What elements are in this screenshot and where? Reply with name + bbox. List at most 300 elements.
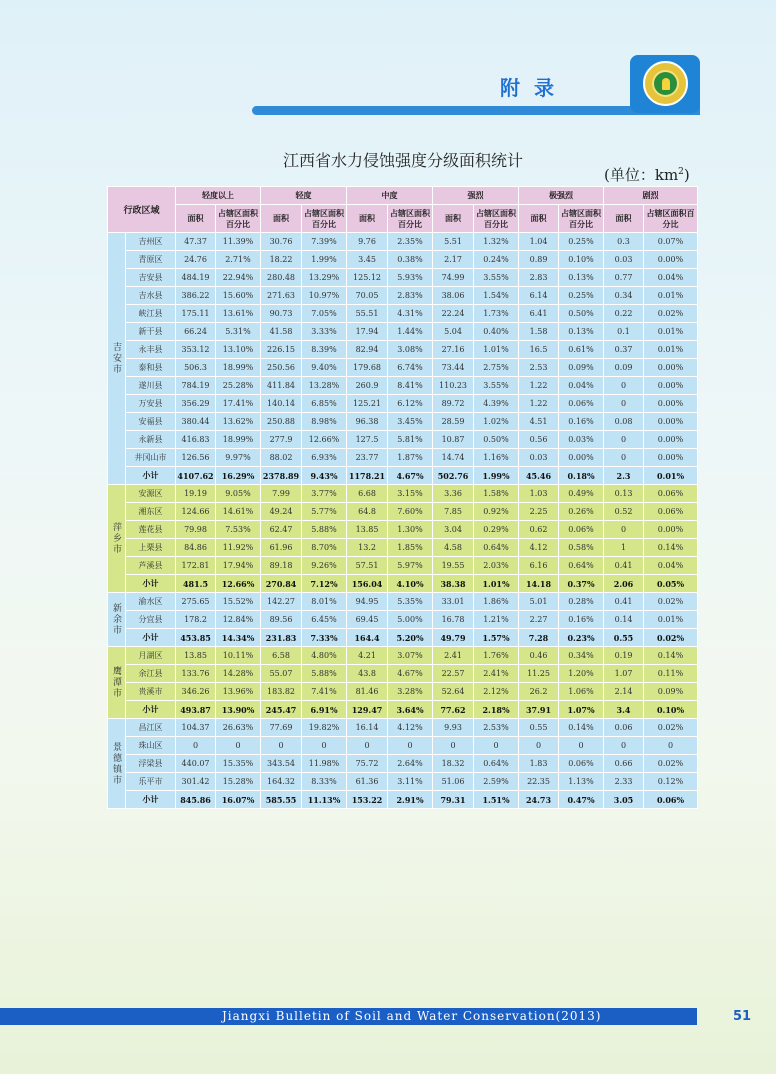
percent-cell: 14.61% xyxy=(216,503,261,521)
area-cell: 22.35 xyxy=(519,773,559,791)
percent-cell: 0.00% xyxy=(559,449,604,467)
percent-cell: 13.61% xyxy=(216,305,261,323)
percent-cell: 22.94% xyxy=(216,269,261,287)
unit-label: (单位：$km^2$) xyxy=(604,166,690,184)
percent-cell: 1.44% xyxy=(388,323,433,341)
percent-cell: 2.53% xyxy=(474,719,519,737)
percent-cell: 0.02% xyxy=(644,719,698,737)
percent-cell: 15.52% xyxy=(216,593,261,611)
area-cell: 0 xyxy=(261,737,302,755)
percent-cell: 2.71% xyxy=(216,251,261,269)
percent-cell: 0.06% xyxy=(559,395,604,413)
percent-cell: 17.41% xyxy=(216,395,261,413)
percent-cell: 2.75% xyxy=(474,359,519,377)
percent-cell: 0.50% xyxy=(474,431,519,449)
percent-cell: 0.04% xyxy=(644,557,698,575)
percent-cell: 13.62% xyxy=(216,413,261,431)
table-row xyxy=(108,323,698,341)
percent-cell: 0.00% xyxy=(644,431,698,449)
table-row xyxy=(108,395,698,413)
subtotal-label: 小计 xyxy=(126,701,176,719)
percent-cell: 0.06% xyxy=(644,791,698,809)
percent-cell: 3.64% xyxy=(388,701,433,719)
percent-cell: 14.34% xyxy=(216,629,261,647)
area-cell: 0.56 xyxy=(519,431,559,449)
percent-cell: 13.28% xyxy=(302,377,347,395)
area-cell: 353.12 xyxy=(176,341,216,359)
area-cell: 27.16 xyxy=(433,341,474,359)
area-cell: 127.5 xyxy=(347,431,388,449)
percent-cell: 1.32% xyxy=(474,233,519,251)
percent-cell: 3.77% xyxy=(302,485,347,503)
percent-cell: 0.14% xyxy=(644,539,698,557)
percent-cell: 12.66% xyxy=(216,575,261,593)
area-cell: 0.37 xyxy=(604,341,644,359)
percent-cell: 1.87% xyxy=(388,449,433,467)
area-cell: 51.06 xyxy=(433,773,474,791)
logo xyxy=(630,55,700,113)
percent-cell: 1.54% xyxy=(474,287,519,305)
area-cell: 1.22 xyxy=(519,395,559,413)
county-name: 渝水区 xyxy=(126,593,176,611)
percent-cell: 2.83% xyxy=(388,287,433,305)
county-name: 万安县 xyxy=(126,395,176,413)
table-row xyxy=(108,665,698,683)
percent-cell: 1.02% xyxy=(474,413,519,431)
area-cell: 57.51 xyxy=(347,557,388,575)
percent-cell: 5.35% xyxy=(388,593,433,611)
area-cell: 14.18 xyxy=(519,575,559,593)
area-cell: 0 xyxy=(433,737,474,755)
percent-cell: 8.01% xyxy=(302,593,347,611)
county-name: 吉安县 xyxy=(126,269,176,287)
subheader-percent: 占辖区面积百分比 xyxy=(559,205,604,233)
subheader-area: 面积 xyxy=(261,205,302,233)
percent-cell: 4.39% xyxy=(474,395,519,413)
area-cell: 153.22 xyxy=(347,791,388,809)
percent-cell: 0.09% xyxy=(644,683,698,701)
subtotal-row xyxy=(108,575,698,593)
subheader-area: 面积 xyxy=(519,205,559,233)
logo-emblem-icon xyxy=(643,61,688,106)
percent-cell: 6.91% xyxy=(302,701,347,719)
area-cell: 61.36 xyxy=(347,773,388,791)
area-cell: 13.85 xyxy=(347,521,388,539)
area-cell: 356.29 xyxy=(176,395,216,413)
percent-cell: 6.93% xyxy=(302,449,347,467)
table-row xyxy=(108,413,698,431)
area-cell: 506.3 xyxy=(176,359,216,377)
percent-cell: 9.26% xyxy=(302,557,347,575)
percent-cell: 0.02% xyxy=(644,629,698,647)
subheader-percent: 占辖区面积百分比 xyxy=(216,205,261,233)
county-name: 永丰县 xyxy=(126,341,176,359)
area-cell: 2.17 xyxy=(433,251,474,269)
percent-cell: 1.20% xyxy=(559,665,604,683)
percent-cell: 0.58% xyxy=(559,539,604,557)
area-cell: 0 xyxy=(347,737,388,755)
percent-cell: 0.00% xyxy=(644,449,698,467)
area-cell: 110.23 xyxy=(433,377,474,395)
area-cell: 62.47 xyxy=(261,521,302,539)
percent-cell: 0.12% xyxy=(644,773,698,791)
percent-cell: 0.34% xyxy=(559,647,604,665)
subtotal-row xyxy=(108,467,698,485)
percent-cell: 0.06% xyxy=(559,521,604,539)
percent-cell: 1.13% xyxy=(559,773,604,791)
percent-cell: 0.61% xyxy=(559,341,604,359)
percent-cell: 7.33% xyxy=(302,629,347,647)
percent-cell: 2.91% xyxy=(388,791,433,809)
percent-cell: 3.55% xyxy=(474,269,519,287)
area-cell: 1.03 xyxy=(519,485,559,503)
subheader-percent: 占辖区面积百分比 xyxy=(302,205,347,233)
percent-cell: 4.80% xyxy=(302,647,347,665)
percent-cell: 0.25% xyxy=(559,233,604,251)
area-cell: 0.3 xyxy=(604,233,644,251)
table-row xyxy=(108,341,698,359)
county-name: 余江县 xyxy=(126,665,176,683)
area-cell: 6.58 xyxy=(261,647,302,665)
table-row xyxy=(108,737,698,755)
percent-cell: 1.21% xyxy=(474,611,519,629)
percent-cell: 0.02% xyxy=(644,305,698,323)
area-cell: 26.2 xyxy=(519,683,559,701)
area-cell: 0.66 xyxy=(604,755,644,773)
area-cell: 585.55 xyxy=(261,791,302,809)
area-cell: 0.08 xyxy=(604,413,644,431)
area-cell: 89.18 xyxy=(261,557,302,575)
area-cell: 24.73 xyxy=(519,791,559,809)
percent-cell: 2.41% xyxy=(474,665,519,683)
percent-cell: 1.86% xyxy=(474,593,519,611)
area-cell: 30.76 xyxy=(261,233,302,251)
area-cell: 250.56 xyxy=(261,359,302,377)
percent-cell: 13.96% xyxy=(216,683,261,701)
percent-cell: 0.00% xyxy=(644,251,698,269)
area-cell: 1178.21 xyxy=(347,467,388,485)
area-cell: 125.12 xyxy=(347,269,388,287)
area-cell: 3.4 xyxy=(604,701,644,719)
percent-cell: 0.02% xyxy=(644,593,698,611)
area-cell: 0 xyxy=(604,431,644,449)
subheader-percent: 占辖区面积百分比 xyxy=(474,205,519,233)
percent-cell: 0.06% xyxy=(644,485,698,503)
table-row xyxy=(108,305,698,323)
area-cell: 24.76 xyxy=(176,251,216,269)
area-cell: 52.64 xyxy=(433,683,474,701)
county-name: 泰和县 xyxy=(126,359,176,377)
area-cell: 5.01 xyxy=(519,593,559,611)
percent-cell: 0.01% xyxy=(644,611,698,629)
area-cell: 280.48 xyxy=(261,269,302,287)
area-cell: 88.02 xyxy=(261,449,302,467)
area-cell: 4.12 xyxy=(519,539,559,557)
percent-cell: 4.12% xyxy=(388,719,433,737)
county-name: 乐平市 xyxy=(126,773,176,791)
area-cell: 11.25 xyxy=(519,665,559,683)
area-cell: 0.89 xyxy=(519,251,559,269)
area-cell: 125.21 xyxy=(347,395,388,413)
table-row xyxy=(108,593,698,611)
area-cell: 0.77 xyxy=(604,269,644,287)
area-cell: 1.07 xyxy=(604,665,644,683)
erosion-table xyxy=(107,186,698,809)
area-cell: 156.04 xyxy=(347,575,388,593)
area-cell: 164.32 xyxy=(261,773,302,791)
percent-cell: 0.07% xyxy=(644,233,698,251)
area-cell: 73.44 xyxy=(433,359,474,377)
percent-cell: 2.64% xyxy=(388,755,433,773)
percent-cell: 12.84% xyxy=(216,611,261,629)
area-cell: 47.37 xyxy=(176,233,216,251)
county-name: 上栗县 xyxy=(126,539,176,557)
percent-cell: 0.92% xyxy=(474,503,519,521)
percent-cell: 5.88% xyxy=(302,665,347,683)
area-cell: 55.07 xyxy=(261,665,302,683)
percent-cell: 0 xyxy=(474,737,519,755)
area-cell: 481.5 xyxy=(176,575,216,593)
percent-cell: 0.00% xyxy=(644,413,698,431)
percent-cell: 18.99% xyxy=(216,359,261,377)
area-cell: 3.05 xyxy=(604,791,644,809)
percent-cell: 3.33% xyxy=(302,323,347,341)
percent-cell: 0.00% xyxy=(644,359,698,377)
percent-cell: 9.43% xyxy=(302,467,347,485)
area-cell: 19.55 xyxy=(433,557,474,575)
percent-cell: 13.10% xyxy=(216,341,261,359)
area-cell: 0 xyxy=(519,737,559,755)
subheader-area: 面积 xyxy=(604,205,644,233)
percent-cell: 0.49% xyxy=(559,485,604,503)
percent-cell: 5.20% xyxy=(388,629,433,647)
area-cell: 416.83 xyxy=(176,431,216,449)
area-cell: 502.76 xyxy=(433,467,474,485)
area-cell: 1.22 xyxy=(519,377,559,395)
page-number: 51 xyxy=(733,1009,752,1024)
region-name: 吉安市 xyxy=(108,233,126,485)
area-cell: 61.96 xyxy=(261,539,302,557)
area-cell: 0 xyxy=(604,395,644,413)
percent-cell: 0.10% xyxy=(644,701,698,719)
area-cell: 7.85 xyxy=(433,503,474,521)
area-cell: 0.41 xyxy=(604,557,644,575)
percent-cell: 13.29% xyxy=(302,269,347,287)
area-cell: 277.9 xyxy=(261,431,302,449)
area-cell: 140.14 xyxy=(261,395,302,413)
percent-cell: 14.28% xyxy=(216,665,261,683)
percent-cell: 11.98% xyxy=(302,755,347,773)
area-cell: 440.07 xyxy=(176,755,216,773)
percent-cell: 7.39% xyxy=(302,233,347,251)
county-name: 青原区 xyxy=(126,251,176,269)
table-title: 江西省水力侵蚀强度分级面积统计 xyxy=(282,151,523,170)
area-cell: 845.86 xyxy=(176,791,216,809)
percent-cell: 4.31% xyxy=(388,305,433,323)
percent-cell: 0 xyxy=(644,737,698,755)
area-cell: 5.04 xyxy=(433,323,474,341)
area-cell: 386.22 xyxy=(176,287,216,305)
area-cell: 22.24 xyxy=(433,305,474,323)
area-cell: 0.03 xyxy=(604,251,644,269)
area-cell: 13.85 xyxy=(176,647,216,665)
percent-cell: 1.57% xyxy=(474,629,519,647)
percent-cell: 0.28% xyxy=(559,593,604,611)
subtotal-label: 小计 xyxy=(126,575,176,593)
percent-cell: 0.24% xyxy=(474,251,519,269)
table-row xyxy=(108,287,698,305)
area-cell: 82.94 xyxy=(347,341,388,359)
percent-cell: 0.00% xyxy=(644,377,698,395)
area-cell: 74.99 xyxy=(433,269,474,287)
area-cell: 133.76 xyxy=(176,665,216,683)
area-cell: 41.58 xyxy=(261,323,302,341)
percent-cell: 0.14% xyxy=(644,647,698,665)
percent-cell: 0.00% xyxy=(644,395,698,413)
area-cell: 0.1 xyxy=(604,323,644,341)
area-cell: 2.33 xyxy=(604,773,644,791)
area-cell: 231.83 xyxy=(261,629,302,647)
percent-cell: 2.35% xyxy=(388,233,433,251)
area-cell: 96.38 xyxy=(347,413,388,431)
county-name: 吉州区 xyxy=(126,233,176,251)
percent-cell: 0.04% xyxy=(559,377,604,395)
area-cell: 453.85 xyxy=(176,629,216,647)
percent-cell: 0.13% xyxy=(559,323,604,341)
county-name: 遂川县 xyxy=(126,377,176,395)
percent-cell: 0.16% xyxy=(559,611,604,629)
percent-cell: 0.02% xyxy=(644,755,698,773)
area-cell: 22.57 xyxy=(433,665,474,683)
percent-cell: 0.01% xyxy=(644,341,698,359)
subheader-area: 面积 xyxy=(347,205,388,233)
area-cell: 0.55 xyxy=(519,719,559,737)
area-cell: 380.44 xyxy=(176,413,216,431)
area-cell: 16.14 xyxy=(347,719,388,737)
percent-cell: 0.50% xyxy=(559,305,604,323)
percent-cell: 0.40% xyxy=(474,323,519,341)
area-cell: 84.86 xyxy=(176,539,216,557)
percent-cell: 1.07% xyxy=(559,701,604,719)
subtotal-label: 小计 xyxy=(126,791,176,809)
area-cell: 0.41 xyxy=(604,593,644,611)
area-cell: 0.22 xyxy=(604,305,644,323)
area-cell: 69.45 xyxy=(347,611,388,629)
region-name: 新余市 xyxy=(108,593,126,647)
percent-cell: 0 xyxy=(302,737,347,755)
percent-cell: 0 xyxy=(559,737,604,755)
region-name: 鹰潭市 xyxy=(108,647,126,719)
table-row xyxy=(108,269,698,287)
percent-cell: 1.73% xyxy=(474,305,519,323)
area-cell: 4107.62 xyxy=(176,467,216,485)
area-cell: 89.56 xyxy=(261,611,302,629)
table-row xyxy=(108,683,698,701)
area-cell: 164.4 xyxy=(347,629,388,647)
percent-cell: 0.10% xyxy=(559,251,604,269)
percent-cell: 15.35% xyxy=(216,755,261,773)
subtotal-row xyxy=(108,701,698,719)
percent-cell: 2.03% xyxy=(474,557,519,575)
percent-cell: 0.64% xyxy=(474,539,519,557)
area-cell: 16.5 xyxy=(519,341,559,359)
percent-cell: 0.47% xyxy=(559,791,604,809)
area-cell: 3.45 xyxy=(347,251,388,269)
area-cell: 38.38 xyxy=(433,575,474,593)
area-cell: 7.28 xyxy=(519,629,559,647)
area-cell: 2.14 xyxy=(604,683,644,701)
percent-cell: 5.93% xyxy=(388,269,433,287)
area-cell: 2.53 xyxy=(519,359,559,377)
area-cell: 0.14 xyxy=(604,611,644,629)
percent-cell: 0.64% xyxy=(474,755,519,773)
percent-cell: 7.53% xyxy=(216,521,261,539)
percent-cell: 7.41% xyxy=(302,683,347,701)
percent-cell: 3.15% xyxy=(388,485,433,503)
percent-cell: 0.64% xyxy=(559,557,604,575)
subtotal-label: 小计 xyxy=(126,629,176,647)
percent-cell: 0.01% xyxy=(644,287,698,305)
subtotal-label: 小计 xyxy=(126,467,176,485)
area-cell: 0.62 xyxy=(519,521,559,539)
area-cell: 1.04 xyxy=(519,233,559,251)
percent-cell: 1.06% xyxy=(559,683,604,701)
area-cell: 2378.89 xyxy=(261,467,302,485)
table-row xyxy=(108,449,698,467)
percent-cell: 0 xyxy=(388,737,433,755)
area-cell: 411.84 xyxy=(261,377,302,395)
percent-cell: 1.30% xyxy=(388,521,433,539)
area-cell: 7.99 xyxy=(261,485,302,503)
area-cell: 271.63 xyxy=(261,287,302,305)
percent-cell: 8.39% xyxy=(302,341,347,359)
area-cell: 0.13 xyxy=(604,485,644,503)
journal-name: Jiangxi Bulletin of Soil and Water Conservation(2013) xyxy=(222,1009,602,1023)
percent-cell: 2.18% xyxy=(474,701,519,719)
area-cell: 64.8 xyxy=(347,503,388,521)
county-name: 安源区 xyxy=(126,485,176,503)
percent-cell: 1.76% xyxy=(474,647,519,665)
area-cell: 2.06 xyxy=(604,575,644,593)
area-cell: 49.24 xyxy=(261,503,302,521)
subheader-percent: 占辖区面积百分比 xyxy=(388,205,433,233)
percent-cell: 3.11% xyxy=(388,773,433,791)
county-name: 贵溪市 xyxy=(126,683,176,701)
percent-cell: 16.29% xyxy=(216,467,261,485)
table-row xyxy=(108,359,698,377)
percent-cell: 0.23% xyxy=(559,629,604,647)
county-name: 湘东区 xyxy=(126,503,176,521)
area-cell: 43.8 xyxy=(347,665,388,683)
table-row xyxy=(108,773,698,791)
section-title: 附录 xyxy=(500,76,568,100)
area-cell: 90.73 xyxy=(261,305,302,323)
area-cell: 6.41 xyxy=(519,305,559,323)
percent-cell: 1.01% xyxy=(474,575,519,593)
area-cell: 124.66 xyxy=(176,503,216,521)
area-cell: 172.81 xyxy=(176,557,216,575)
percent-cell: 8.98% xyxy=(302,413,347,431)
percent-cell: 0.06% xyxy=(644,503,698,521)
percent-cell: 5.81% xyxy=(388,431,433,449)
percent-cell: 7.12% xyxy=(302,575,347,593)
area-cell: 142.27 xyxy=(261,593,302,611)
table-row xyxy=(108,431,698,449)
table-row xyxy=(108,539,698,557)
area-cell: 38.06 xyxy=(433,287,474,305)
percent-cell: 0.01% xyxy=(644,323,698,341)
subtotal-row xyxy=(108,629,698,647)
